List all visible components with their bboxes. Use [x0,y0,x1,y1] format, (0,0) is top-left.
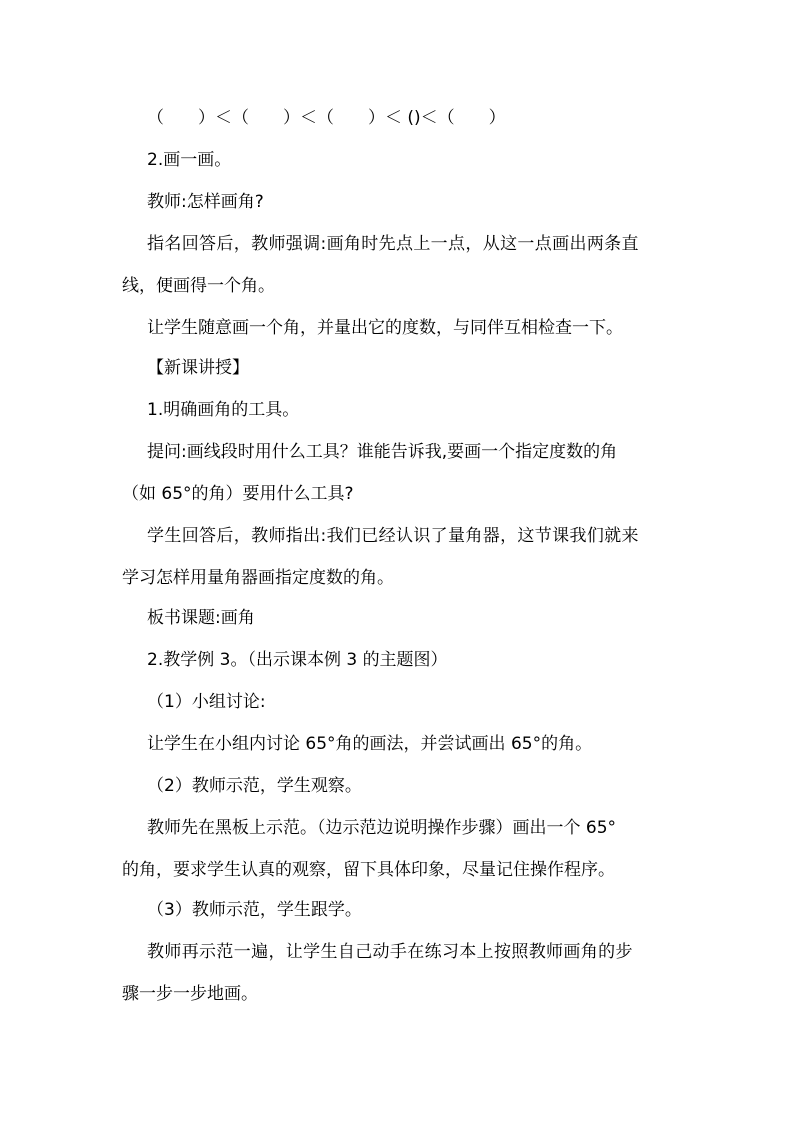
paragraph-line: 教师再示范一遍，让学生自己动手在练习本上按照教师画角的步 [147,942,633,962]
step-heading: （3）教师示范，学生跟学。 [147,900,362,920]
paragraph-line: 的角，要求学生认真的观察，留下具体印象，尽量记住操作程序。 [122,860,615,880]
paragraph-line: 教师:怎样画角? [147,192,264,212]
paragraph-line: （如 65°的角）要用什么工具? [122,484,354,504]
step-heading: （1）小组讨论: [147,692,266,712]
paragraph-line: 提问:画线段时用什么工具？谁能告诉我,要画一个指定度数的角 [147,442,618,462]
paragraph-line: 学生回答后，教师指出:我们已经认识了量角器，这节课我们就来 [147,526,639,546]
step-heading: （2）教师示范，学生观察。 [147,776,362,796]
paragraph-line: 学习怎样用量角器画指定度数的角。 [122,568,394,588]
paragraph-line: 板书课题:画角 [147,608,255,628]
paragraph-line: 让学生在小组内讨论 65°角的画法，并尝试画出 65°的角。 [147,734,593,754]
section-heading-draw: 2.画一画。 [147,150,232,170]
section-heading-example: 2.教学例 3。（出示课本例 3 的主题图） [147,650,448,670]
paragraph-line: 让学生随意画一个角，并量出它的度数，与同伴互相检查一下。 [147,318,623,338]
paragraph-line: 指名回答后，教师强调:画角时先点上一点，从这一点画出两条直 [147,234,639,254]
section-heading-tools: 1.明确画角的工具。 [147,400,300,420]
paragraph-line: 线，便画得一个角。 [122,276,275,296]
section-heading-new-lesson: 【新课讲授】 [147,358,249,378]
paragraph-line: 教师先在黑板上示范。（边示范边说明操作步骤）画出一个 65° [147,818,617,838]
paragraph-line: 骤一步一步地画。 [122,984,258,1004]
comparison-blanks-line: （ ）＜（ ）＜（ ）＜ ()＜（ ） [147,108,506,128]
